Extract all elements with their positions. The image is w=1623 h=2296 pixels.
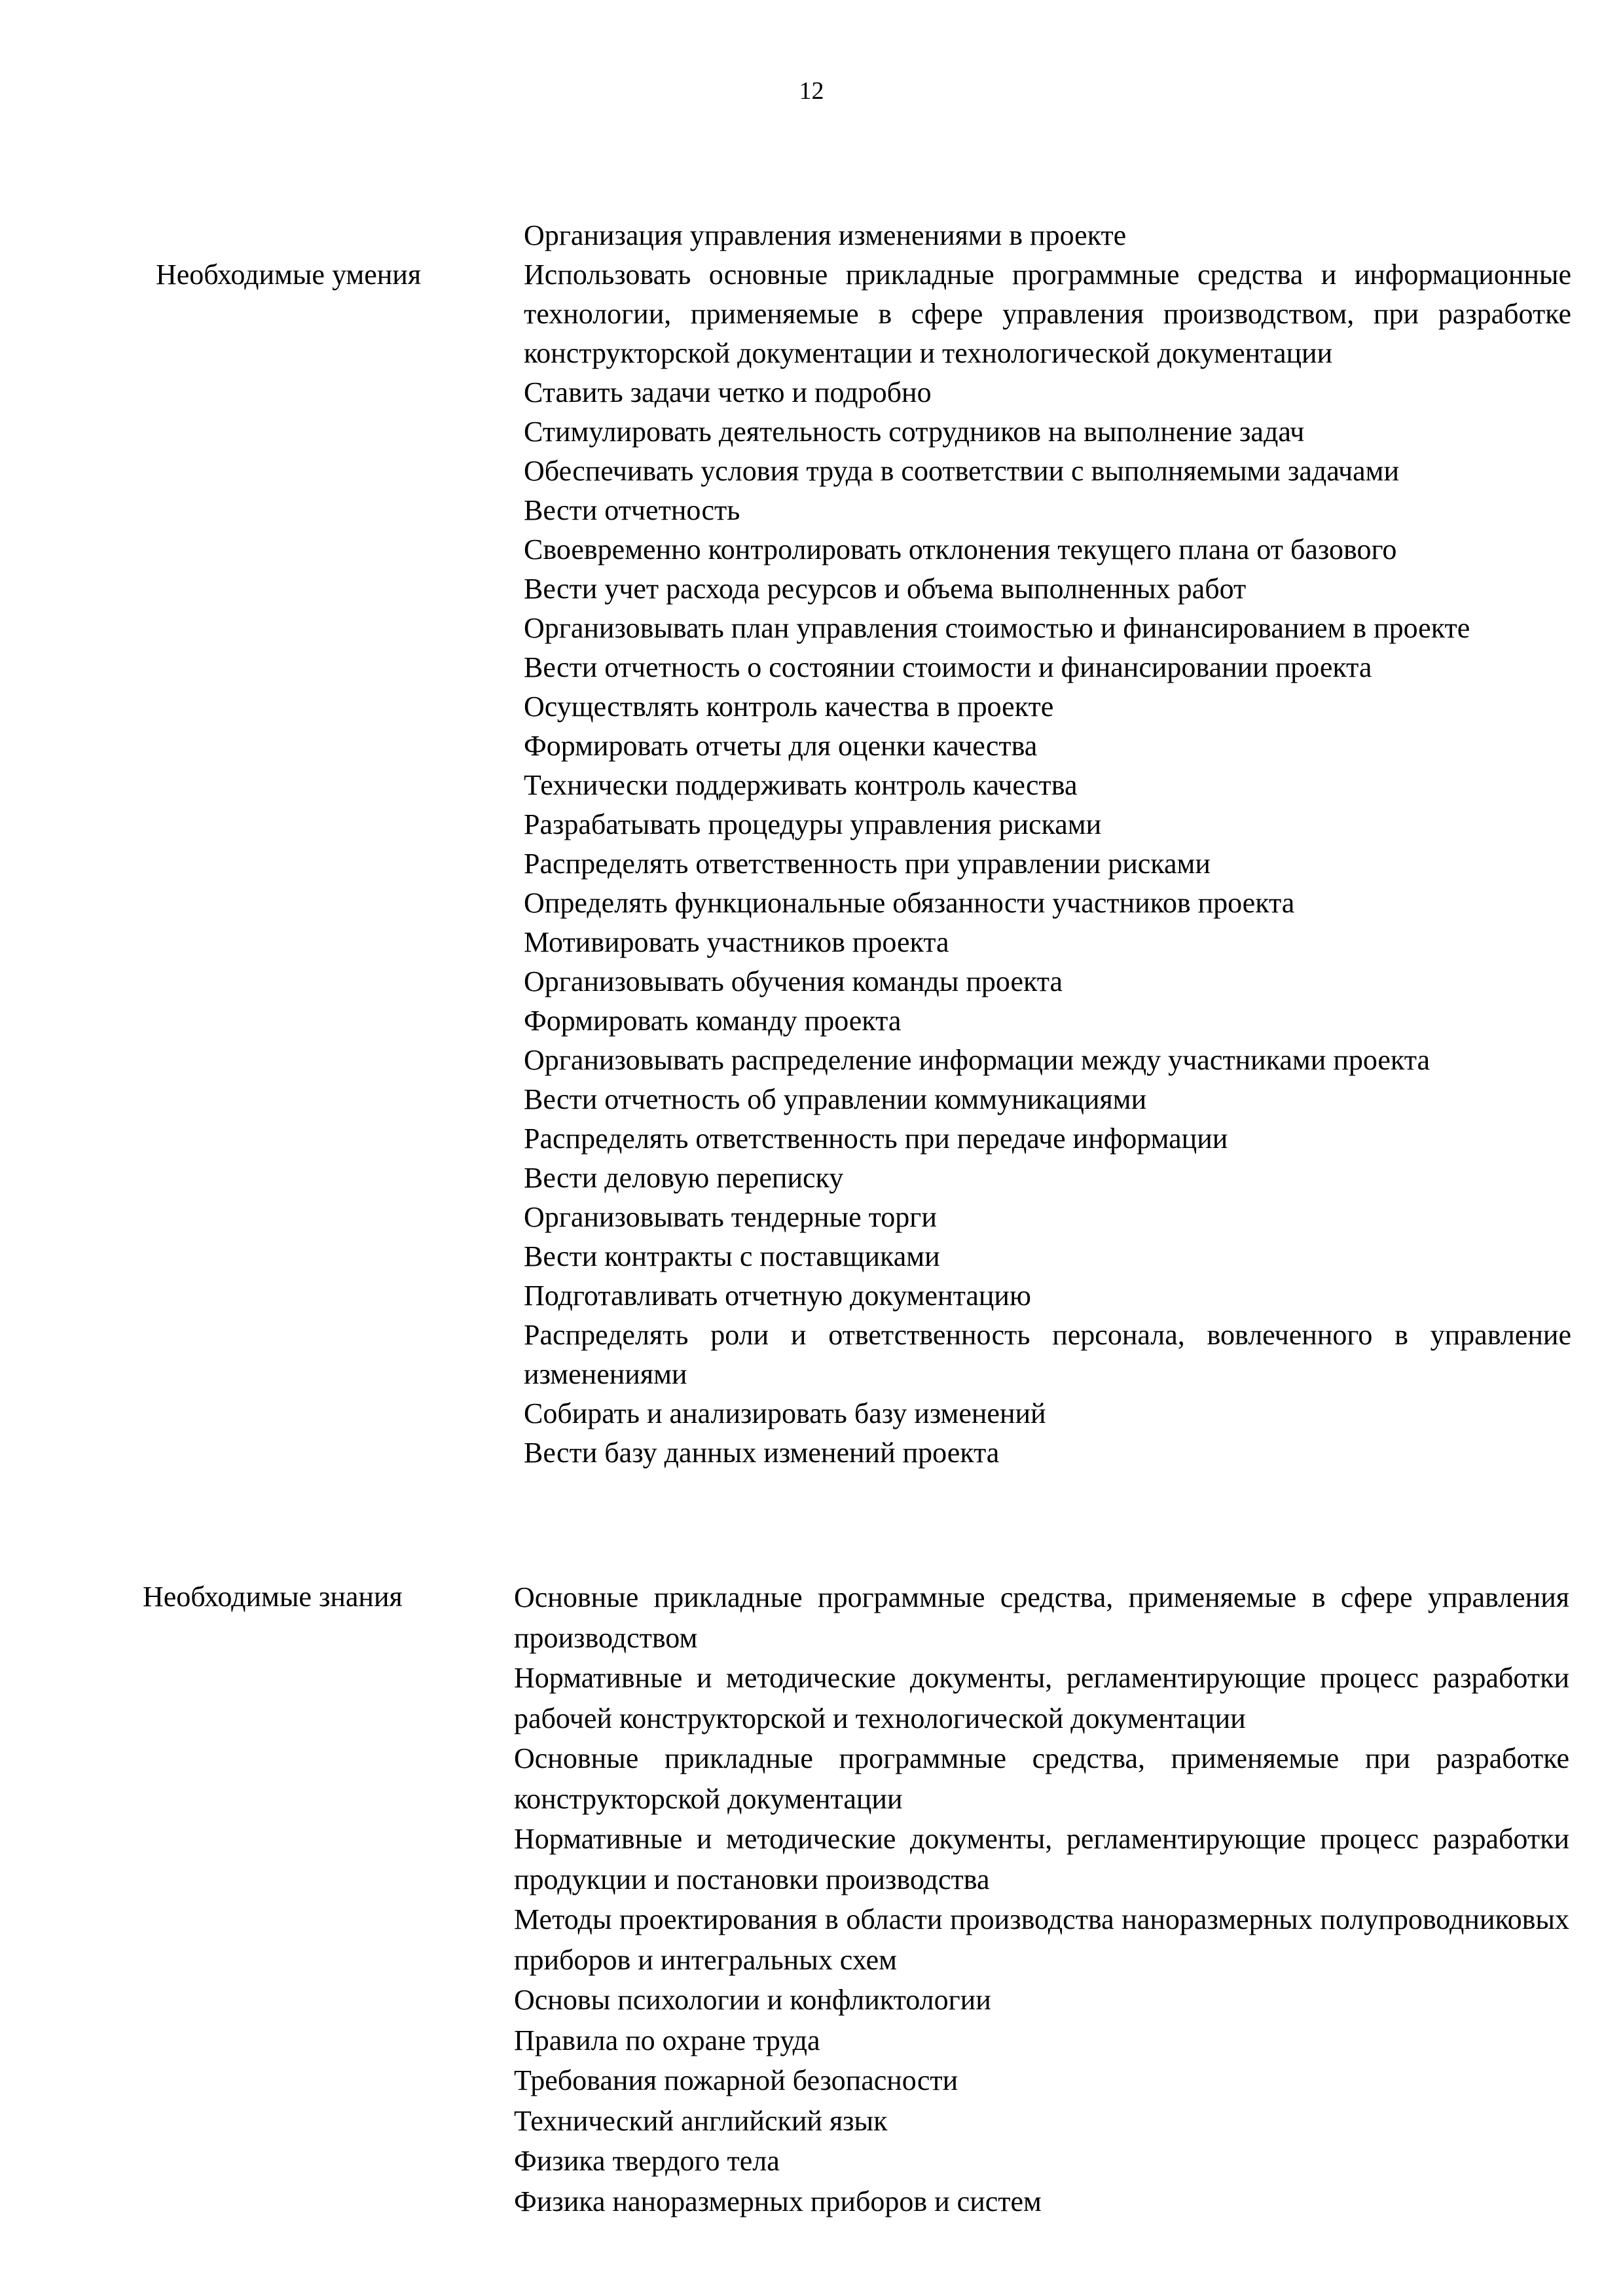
required-skills-label: Необходимые умения bbox=[156, 259, 422, 291]
list-item: Распределять ответственность при управлении рисками bbox=[524, 848, 1211, 880]
continuation-list bbox=[524, 216, 1571, 255]
list-item: Мотивировать участников проекта bbox=[524, 926, 949, 958]
list-item: Организовывать распределение информации между участниками проекта bbox=[524, 1044, 1431, 1076]
required-skills-list bbox=[524, 255, 1571, 1473]
list-item: Своевременно контролировать отклонения текущего плана от базового bbox=[524, 533, 1397, 565]
list-item: Нормативные и методические документы, регламентирующие процесс разработки продукции и постановки производства bbox=[514, 1823, 1569, 1895]
list-item: Разрабатывать процедуры управления рисками bbox=[524, 808, 1102, 840]
list-item: Технический английский язык bbox=[514, 2104, 888, 2137]
list-item: Правила по охране труда bbox=[514, 2024, 820, 2056]
list-item: Требования пожарной безопасности bbox=[514, 2064, 958, 2096]
list-item: Вести деловую переписку bbox=[524, 1162, 844, 1194]
list-item: Организация управления изменениями в проекте bbox=[524, 219, 1127, 251]
list-item: Стимулировать деятельность сотрудников на выполнение задач bbox=[524, 416, 1305, 448]
list-item: Использовать основные прикладные программные средства и информационные технологии, применяемые в сфере управления производством, при разработке конструкторской документации и технологической документации bbox=[524, 259, 1571, 369]
required-knowledge-label: Необходимые знания bbox=[143, 1581, 403, 1613]
list-item: Определять функциональные обязанности участников проекта bbox=[524, 887, 1295, 919]
list-item: Основные прикладные программные средства, применяемые при разработке конструкторской документации bbox=[514, 1742, 1569, 1815]
page-number: 12 bbox=[799, 77, 824, 105]
list-item: Нормативные и методические документы, регламентирующие процесс разработки рабочей конструкторской и технологической документации bbox=[514, 1662, 1569, 1734]
list-item: Вести учет расхода ресурсов и объема выполненных работ bbox=[524, 573, 1247, 605]
list-item: Подготавливать отчетную документацию bbox=[524, 1280, 1031, 1312]
list-item: Распределять роли и ответственность персонала, вовлеченного в управление изменениями bbox=[524, 1319, 1571, 1390]
list-item: Организовывать обучения команды проекта bbox=[524, 965, 1063, 997]
list-item: Организовывать тендерные торги bbox=[524, 1201, 937, 1233]
list-item: Формировать отчеты для оценки качества bbox=[524, 730, 1038, 762]
list-item: Собирать и анализировать базу изменений bbox=[524, 1397, 1046, 1429]
list-item: Основы психологии и конфликтологии bbox=[514, 1984, 991, 2016]
required-knowledge-list bbox=[514, 1577, 1569, 2221]
list-item: Вести контракты с поставщиками bbox=[524, 1240, 940, 1272]
list-item: Организовывать план управления стоимостью и финансированием в проекте bbox=[524, 612, 1470, 644]
list-item: Ставить задачи четко и подробно bbox=[524, 376, 932, 408]
list-item: Формировать команду проекта bbox=[524, 1005, 902, 1037]
list-item: Технически поддерживать контроль качества bbox=[524, 769, 1078, 801]
list-item: Вести отчетность об управлении коммуникациями bbox=[524, 1083, 1147, 1115]
list-item: Осуществлять контроль качества в проекте bbox=[524, 691, 1054, 723]
list-item: Обеспечивать условия труда в соответствии с выполняемыми задачами bbox=[524, 455, 1400, 487]
list-item: Физика твердого тела bbox=[514, 2145, 780, 2177]
list-item: Физика наноразмерных приборов и систем bbox=[514, 2185, 1042, 2217]
list-item: Методы проектирования в области производства наноразмерных полупроводниковых приборов и интегральных схем bbox=[514, 1903, 1569, 1976]
list-item: Вести базу данных изменений проекта bbox=[524, 1437, 1000, 1469]
list-item: Вести отчетность bbox=[524, 494, 740, 526]
list-item: Основные прикладные программные средства, применяемые в сфере управления производством bbox=[514, 1581, 1569, 1654]
list-item: Вести отчетность о состоянии стоимости и финансировании проекта bbox=[524, 651, 1372, 683]
list-item: Распределять ответственность при передаче информации bbox=[524, 1122, 1228, 1155]
